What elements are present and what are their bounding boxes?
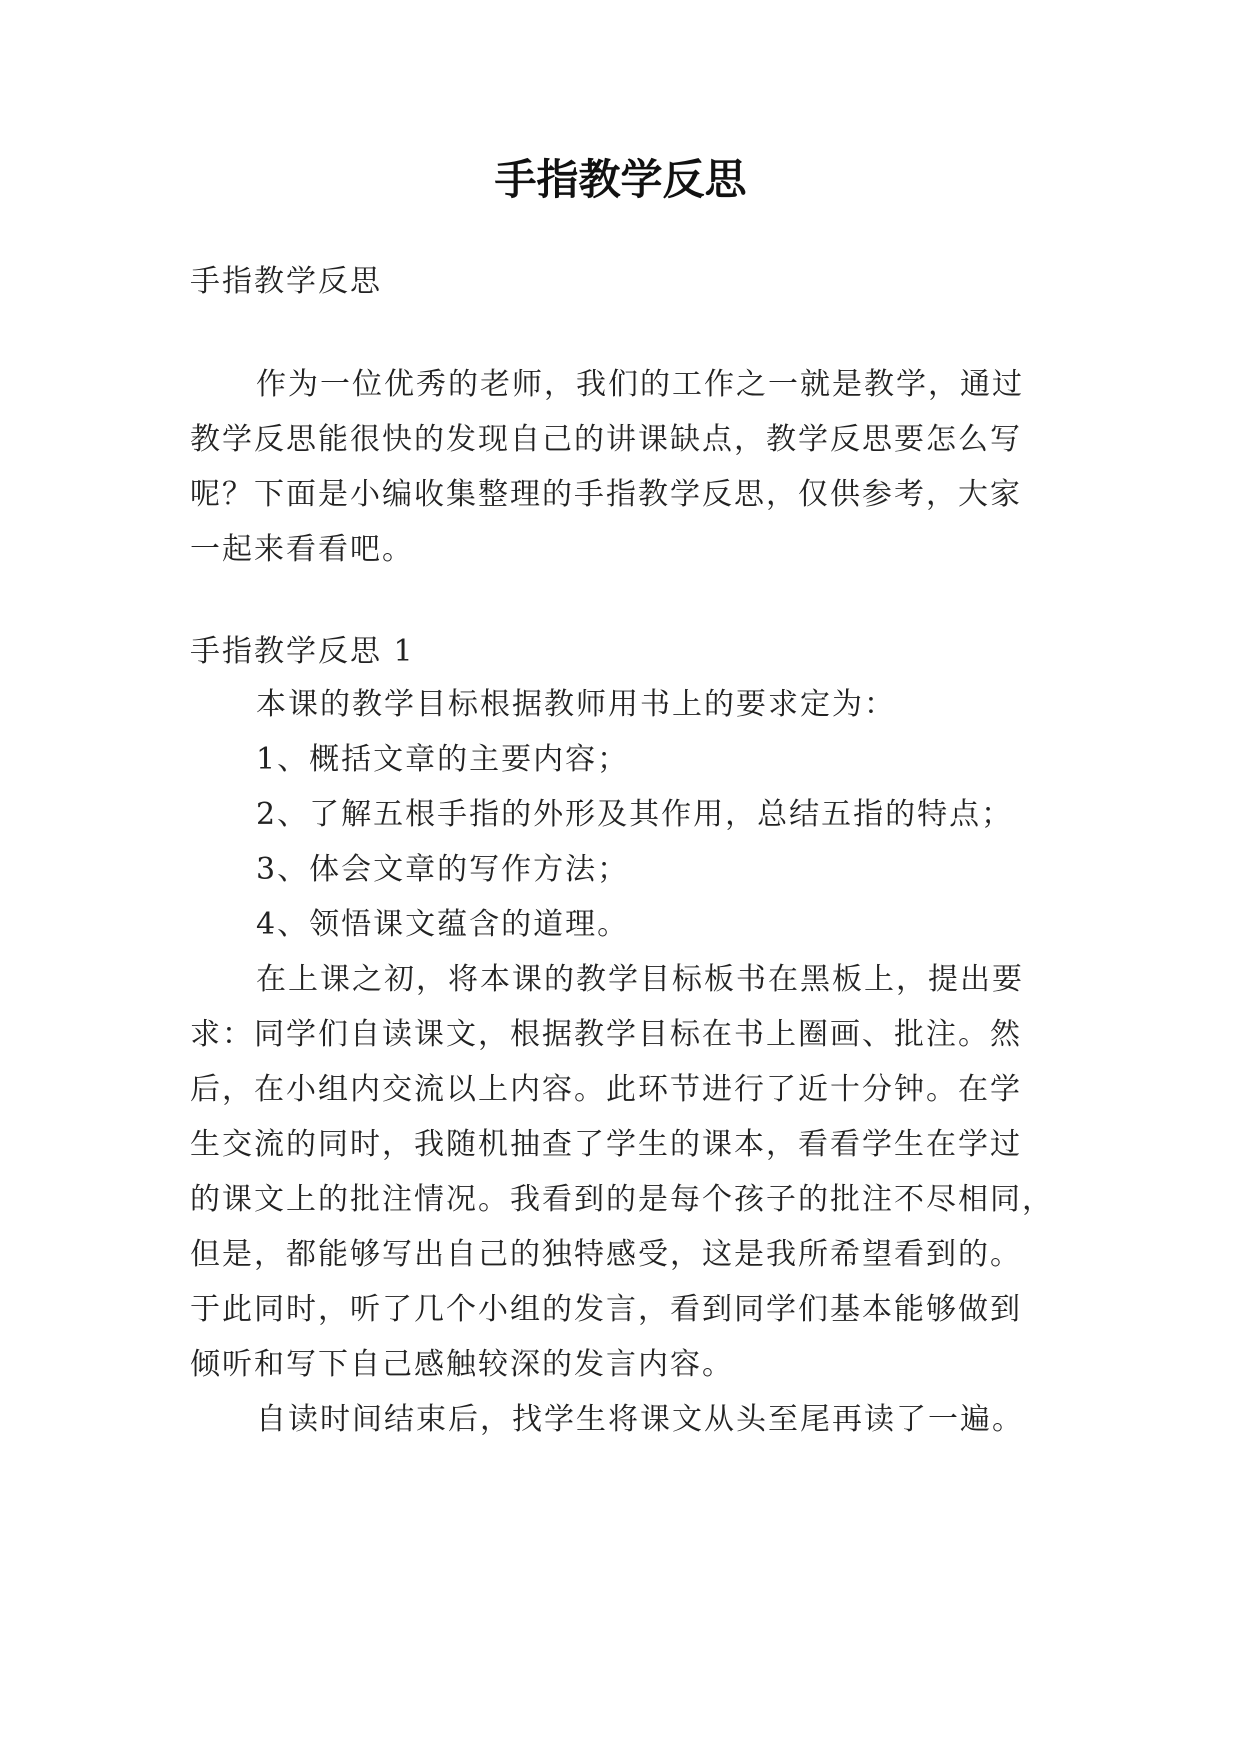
intro-line-1: 作为一位优秀的老师，我们的工作之一就是教学，通过	[256, 367, 1024, 402]
goal-item-3: 3、体会文章的写作方法；	[256, 852, 630, 887]
goal-item-4: 4、领悟课文蕴含的道理。	[256, 907, 630, 942]
paragraph-line-1: 在上课之初，将本课的教学目标板书在黑板上，提出要	[256, 962, 1024, 997]
paragraph-line-7: 于此同时，听了几个小组的发言，看到同学们基本能够做到	[190, 1292, 1022, 1327]
document-title: 手指教学反思	[494, 155, 747, 204]
goal-item-1: 1、概括文章的主要内容；	[256, 742, 630, 777]
paragraph-line-5: 的课文上的批注情况。我看到的是每个孩子的批注不尽相同，	[190, 1182, 1054, 1217]
intro-line-2: 教学反思能很快的发现自己的讲课缺点，教学反思要怎么写	[190, 422, 1022, 457]
paragraph-line-6: 但是，都能够写出自己的独特感受，这是我所希望看到的。	[190, 1237, 1022, 1272]
paragraph-line-8: 倾听和写下自己感触较深的发言内容。	[190, 1347, 734, 1382]
paragraph-line-3: 后，在小组内交流以上内容。此环节进行了近十分钟。在学	[190, 1072, 1022, 1107]
paragraph-line-2: 求：同学们自读课文，根据教学目标在书上圈画、批注。然	[190, 1017, 1022, 1052]
goals-intro: 本课的教学目标根据教师用书上的要求定为：	[256, 687, 896, 722]
document-subtitle: 手指教学反思	[190, 264, 382, 299]
goal-item-2: 2、了解五根手指的外形及其作用，总结五指的特点；	[256, 797, 1014, 832]
intro-line-3: 呢？下面是小编收集整理的手指教学反思，仅供参考，大家	[190, 477, 1022, 512]
section-heading: 手指教学反思 1	[190, 634, 415, 669]
last-line: 自读时间结束后，找学生将课文从头至尾再读了一遍。	[256, 1402, 1024, 1437]
paragraph-line-4: 生交流的同时，我随机抽查了学生的课本，看看学生在学过	[190, 1127, 1022, 1162]
intro-line-4: 一起来看看吧。	[190, 532, 414, 567]
